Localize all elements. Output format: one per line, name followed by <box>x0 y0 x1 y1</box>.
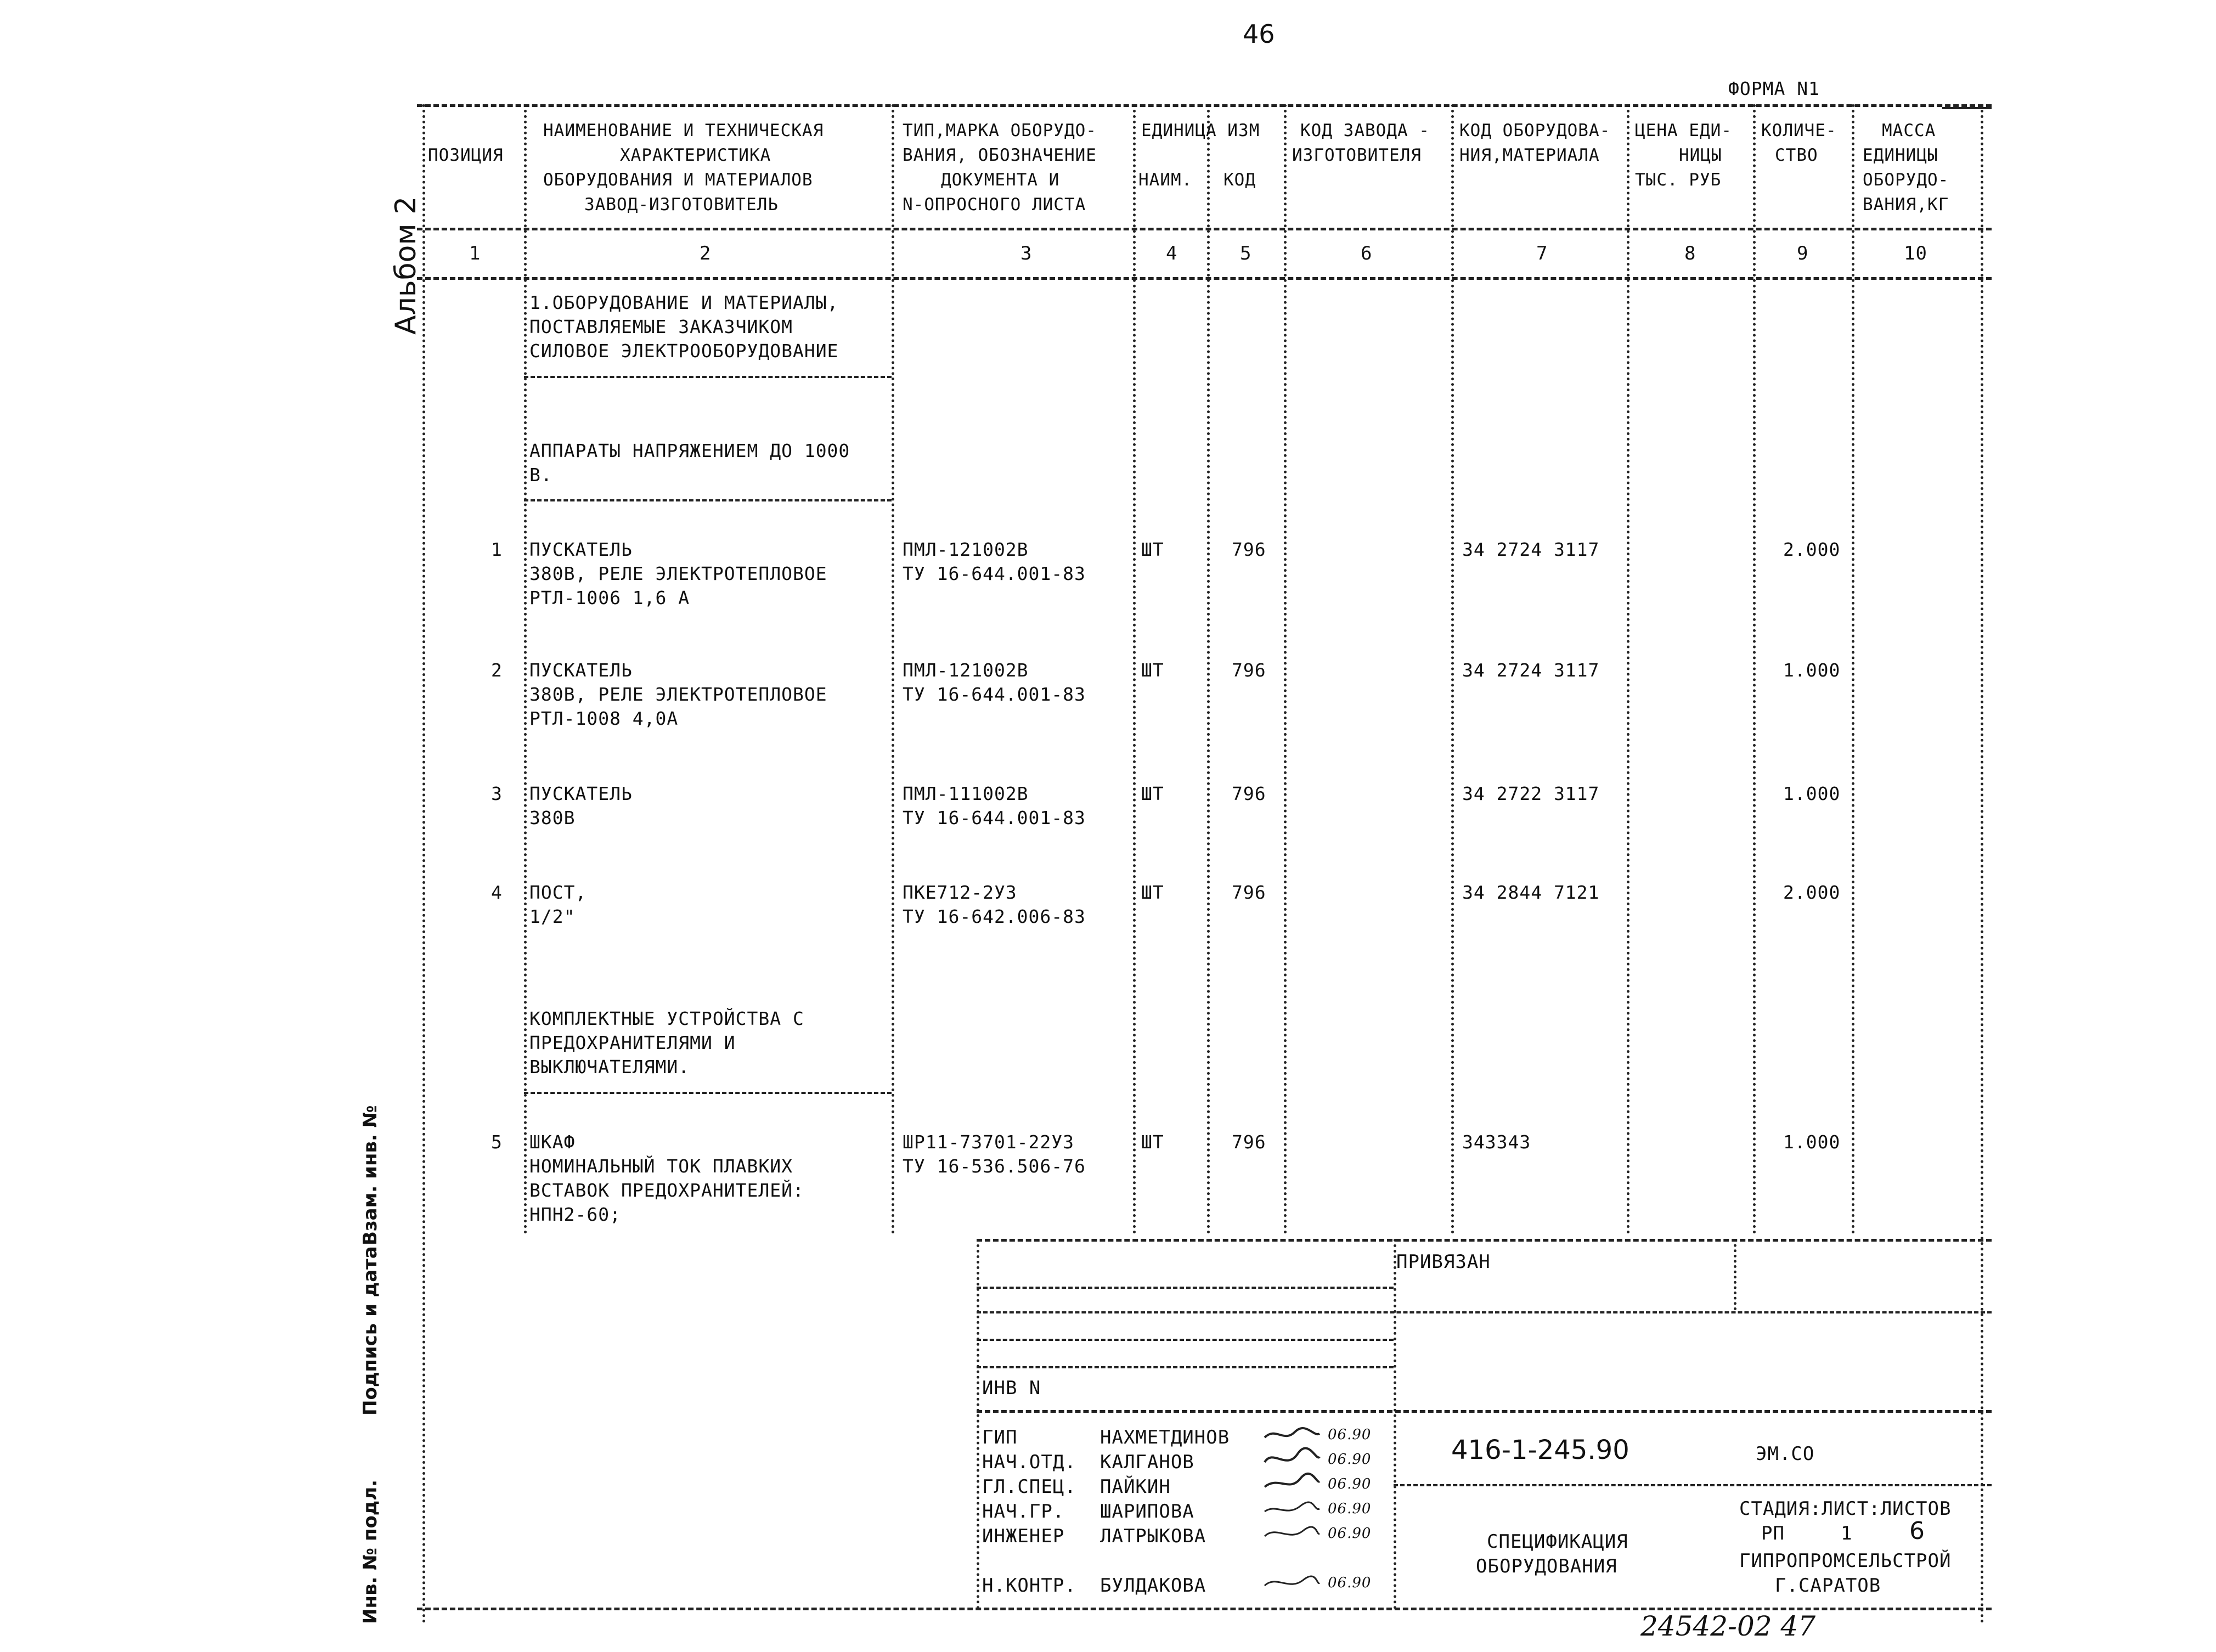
colnum-1: 1 <box>469 243 481 264</box>
header-col1: ПОЗИЦИЯ <box>428 145 504 165</box>
right-border <box>1981 104 1983 1624</box>
colnum-9: 9 <box>1797 243 1809 264</box>
header-col10-line1: МАССА <box>1882 121 1936 140</box>
row3-position: 3 <box>491 783 503 804</box>
stamp-inv-label: Инв. № подл. <box>359 1479 381 1624</box>
subsection2-rule <box>524 1092 892 1094</box>
row2-quantity: 1.000 <box>1783 659 1841 681</box>
col-sep-6 <box>1451 104 1454 1234</box>
form-label: ФОРМА N1 <box>1728 78 1820 99</box>
tb-name-3: ПАЙКИН <box>1100 1476 1171 1498</box>
tb-doc-code: 416-1-245.90 <box>1451 1435 1629 1465</box>
tb-inv-label: ИНВ N <box>982 1377 1041 1399</box>
row1-quantity: 2.000 <box>1783 539 1841 560</box>
header-col2-line3: ОБОРУДОВАНИЯ И МАТЕРИАЛОВ <box>543 170 813 190</box>
header-col10-line4: ВАНИЯ,КГ <box>1863 195 1949 215</box>
tb-doc-title-line1: СПЕЦИФИКАЦИЯ <box>1487 1531 1628 1553</box>
bottom-handwritten-number: 24542-02 47 <box>1640 1610 1816 1642</box>
header-col8-line2: НИЦЫ <box>1679 145 1722 165</box>
row3-type-line2: ТУ 16-644.001-83 <box>903 807 1086 828</box>
row1-position: 1 <box>491 539 503 560</box>
colnum-5: 5 <box>1240 243 1252 264</box>
row1-type-line1: ПМЛ-121002В <box>903 539 1029 560</box>
row4-type-line2: ТУ 16-642.006-83 <box>903 906 1086 927</box>
tb-role-2: НАЧ.ОТД. <box>982 1451 1076 1473</box>
row5-quantity: 1.000 <box>1783 1131 1841 1153</box>
subsection1-line1: АППАРАТЫ НАПРЯЖЕНИЕМ ДО 1000 <box>529 440 850 461</box>
tb-sheets: 6 <box>1909 1517 1925 1545</box>
row4-unit-code: 796 <box>1232 882 1266 903</box>
row5-name-line2: НОМИНАЛЬНЫЙ ТОК ПЛАВКИХ <box>529 1155 793 1177</box>
col-sep-8 <box>1753 104 1756 1234</box>
col-sep-5 <box>1284 104 1287 1234</box>
header-col6-line2: ИЗГОТОВИТЕЛЯ <box>1292 145 1422 165</box>
album-label: Альбом 2 <box>390 196 422 335</box>
header-col7-line2: НИЯ,МАТЕРИАЛА <box>1459 145 1600 165</box>
tb-date-1: 06.90 <box>1328 1427 1372 1443</box>
tb-rule-4 <box>977 1366 1394 1368</box>
row2-name-line1: ПУСКАТЕЛЬ <box>529 659 633 681</box>
row3-unit: ШТ <box>1141 783 1164 804</box>
header-col3-line2: ВАНИЯ, ОБОЗНАЧЕНИЕ <box>903 145 1097 165</box>
subsection2-line3: ВЫКЛЮЧАТЕЛЯМИ. <box>529 1056 690 1078</box>
col-sep-9 <box>1852 104 1854 1234</box>
col-sep-4 <box>1207 104 1210 1234</box>
section-title-rule <box>524 376 892 378</box>
colnum-6: 6 <box>1361 243 1373 264</box>
row1-name-line2: 380В, РЕЛЕ ЭЛЕКТРОТЕПЛОВОЕ <box>529 563 827 584</box>
row1-unit-code: 796 <box>1232 539 1266 560</box>
tb-sheet: 1 <box>1841 1523 1853 1544</box>
tb-role-3: ГЛ.СПЕЦ. <box>982 1476 1076 1498</box>
tb-bound-label: ПРИВЯЗАН <box>1396 1251 1491 1273</box>
subsection2-line1: КОМПЛЕКТНЫЕ УСТРОЙСТВА С <box>529 1008 804 1029</box>
header-col10-line3: ОБОРУДО- <box>1863 170 1949 190</box>
row2-name-line3: РТЛ-1008 4,0А <box>529 708 679 729</box>
col-sep-3 <box>1133 104 1136 1234</box>
stamp-replace-label: Взам. инв. № <box>359 1105 381 1245</box>
row3-equipment-code: 34 2722 3117 <box>1462 783 1600 804</box>
header-col8-line3: ТЫС. РУБ <box>1635 170 1722 190</box>
section-title-line2: ПОСТАВЛЯЕМЫЕ ЗАКАЗЧИКОМ <box>529 316 793 337</box>
row5-name-line3: ВСТАВОК ПРЕДОХРАНИТЕЛЕЙ: <box>529 1180 804 1201</box>
tb-role-4: НАЧ.ГР. <box>982 1501 1065 1523</box>
section-title-line3: СИЛОВОЕ ЭЛЕКТРООБОРУДОВАНИЕ <box>529 340 839 362</box>
row5-unit-code: 796 <box>1232 1131 1266 1153</box>
subsection2-line2: ПРЕДОХРАНИТЕЛЯМИ И <box>529 1032 736 1053</box>
header-col5: КОД <box>1223 170 1256 190</box>
tb-vline-3 <box>1734 1239 1736 1310</box>
tb-role-5: ИНЖЕНЕР <box>982 1525 1065 1547</box>
header-col2-line2: ХАРАКТЕРИСТИКА <box>620 145 771 165</box>
tb-doc-title-line2: ОБОРУДОВАНИЯ <box>1476 1555 1617 1577</box>
row2-type-line1: ПМЛ-121002В <box>903 659 1029 681</box>
row2-unit: ШТ <box>1141 659 1164 681</box>
row4-unit: ШТ <box>1141 882 1164 903</box>
row5-type-line2: ТУ 16-536.506-76 <box>903 1155 1086 1177</box>
header-col2-line4: ЗАВОД-ИЗГОТОВИТЕЛЬ <box>584 195 779 215</box>
row3-name-line2: 380В <box>529 807 576 828</box>
tb-rule-5 <box>977 1410 1992 1413</box>
row3-quantity: 1.000 <box>1783 783 1841 804</box>
tb-name-2: КАЛГАНОВ <box>1100 1451 1194 1473</box>
header-col8-line1: ЦЕНА ЕДИ- <box>1635 121 1732 140</box>
row4-name-line1: ПОСТ, <box>529 882 587 903</box>
colnum-8: 8 <box>1684 243 1696 264</box>
colnum-4: 4 <box>1166 243 1178 264</box>
header-col4: НАИМ. <box>1138 170 1193 190</box>
col-sep-2 <box>892 104 894 1234</box>
col-sep-7 <box>1627 104 1629 1234</box>
tb-top-rule <box>977 1239 1992 1242</box>
header-col6-line1: КОД ЗАВОДА - <box>1300 121 1430 140</box>
row1-unit: ШТ <box>1141 539 1164 560</box>
table-top-corner <box>1942 107 1992 109</box>
tb-name-6: БУЛДАКОВА <box>1100 1575 1206 1597</box>
header-col3-line1: ТИП,МАРКА ОБОРУДО- <box>903 121 1097 140</box>
row3-unit-code: 796 <box>1232 783 1266 804</box>
tb-date-4: 06.90 <box>1328 1501 1372 1517</box>
stamp-signature-label: Подпись и дата <box>359 1246 381 1416</box>
header-col9-line1: КОЛИЧЕ- <box>1761 121 1837 140</box>
header-col2-line1: НАИМЕНОВАНИЕ И ТЕХНИЧЕСКАЯ <box>543 121 824 140</box>
header-col9-line2: СТВО <box>1775 145 1818 165</box>
row1-type-line2: ТУ 16-644.001-83 <box>903 563 1086 584</box>
row5-name-line4: НПН2-60; <box>529 1204 621 1225</box>
tb-name-4: ШАРИПОВА <box>1100 1501 1194 1523</box>
tb-date-5: 06.90 <box>1328 1525 1372 1542</box>
row5-name-line1: ШКАФ <box>529 1131 576 1153</box>
colnum-7: 7 <box>1536 243 1548 264</box>
header-col3-line4: N-ОПРОСНОГО ЛИСТА <box>903 195 1086 215</box>
row4-name-line2: 1/2" <box>529 906 576 927</box>
section-title-line1: 1.ОБОРУДОВАНИЕ И МАТЕРИАЛЫ, <box>529 292 839 313</box>
row5-position: 5 <box>491 1131 503 1153</box>
row3-type-line1: ПМЛ-111002В <box>903 783 1029 804</box>
row4-type-line1: ПКЕ712-2У3 <box>903 882 1017 903</box>
tb-rule-2 <box>977 1311 1992 1313</box>
tb-name-1: НАХМЕТДИНОВ <box>1100 1427 1230 1448</box>
page-number: 46 <box>1243 19 1275 49</box>
row5-type-line1: ШР11-73701-22У3 <box>903 1131 1075 1153</box>
header-col45-line1: ЕДИНИЦА ИЗМ <box>1141 121 1260 140</box>
row1-name-line3: РТЛ-1006 1,6 А <box>529 587 690 608</box>
row1-equipment-code: 34 2724 3117 <box>1462 539 1600 560</box>
row4-quantity: 2.000 <box>1783 882 1841 903</box>
row4-equipment-code: 34 2844 7121 <box>1462 882 1600 903</box>
header-col7-line1: КОД ОБОРУДОВА- <box>1459 121 1611 140</box>
signatures-graphic <box>1262 1424 1322 1594</box>
row5-equipment-code: 343343 <box>1462 1131 1531 1153</box>
colnum-2: 2 <box>700 243 712 264</box>
colnum-10: 10 <box>1904 243 1927 264</box>
row3-name-line1: ПУСКАТЕЛЬ <box>529 783 633 804</box>
row1-name-line1: ПУСКАТЕЛЬ <box>529 539 633 560</box>
tb-date-2: 06.90 <box>1328 1451 1372 1468</box>
row2-position: 2 <box>491 659 503 681</box>
tb-vline-1 <box>977 1239 979 1609</box>
tb-role-1: ГИП <box>982 1427 1018 1448</box>
tb-stage-header: СТАДИЯ:ЛИСТ:ЛИСТОВ <box>1739 1498 1952 1520</box>
tb-doc-suffix: ЭМ.СО <box>1756 1443 1815 1465</box>
tb-role-6: Н.КОНТР. <box>982 1575 1076 1597</box>
tb-org-line1: ГИПРОПРОМСЕЛЬСТРОЙ <box>1739 1550 1952 1572</box>
col-sep-1 <box>524 104 527 1234</box>
tb-name-5: ЛАТРЫКОВА <box>1100 1525 1206 1547</box>
tb-date-3: 06.90 <box>1328 1476 1372 1492</box>
row5-unit: ШТ <box>1141 1131 1164 1153</box>
left-border <box>422 104 425 1624</box>
row2-name-line2: 380В, РЕЛЕ ЭЛЕКТРОТЕПЛОВОЕ <box>529 684 827 705</box>
tb-date-6: 06.90 <box>1328 1575 1372 1591</box>
header-col10-line2: ЕДИНИЦЫ <box>1863 145 1938 165</box>
tb-org-line2: Г.САРАТОВ <box>1775 1575 1881 1597</box>
tb-rule-6 <box>1394 1484 1992 1486</box>
header-col3-line3: ДОКУМЕНТА И <box>941 170 1060 190</box>
subsection1-rule <box>524 499 892 501</box>
tb-stage: РП <box>1761 1523 1785 1544</box>
subsection1-line2: В. <box>529 464 552 486</box>
colnum-3: 3 <box>1020 243 1033 264</box>
row2-unit-code: 796 <box>1232 659 1266 681</box>
tb-rule-3 <box>977 1339 1394 1341</box>
tb-rule-1 <box>977 1287 1394 1289</box>
row4-position: 4 <box>491 882 503 903</box>
row2-type-line2: ТУ 16-644.001-83 <box>903 684 1086 705</box>
tb-vline-2 <box>1394 1239 1396 1609</box>
row2-equipment-code: 34 2724 3117 <box>1462 659 1600 681</box>
